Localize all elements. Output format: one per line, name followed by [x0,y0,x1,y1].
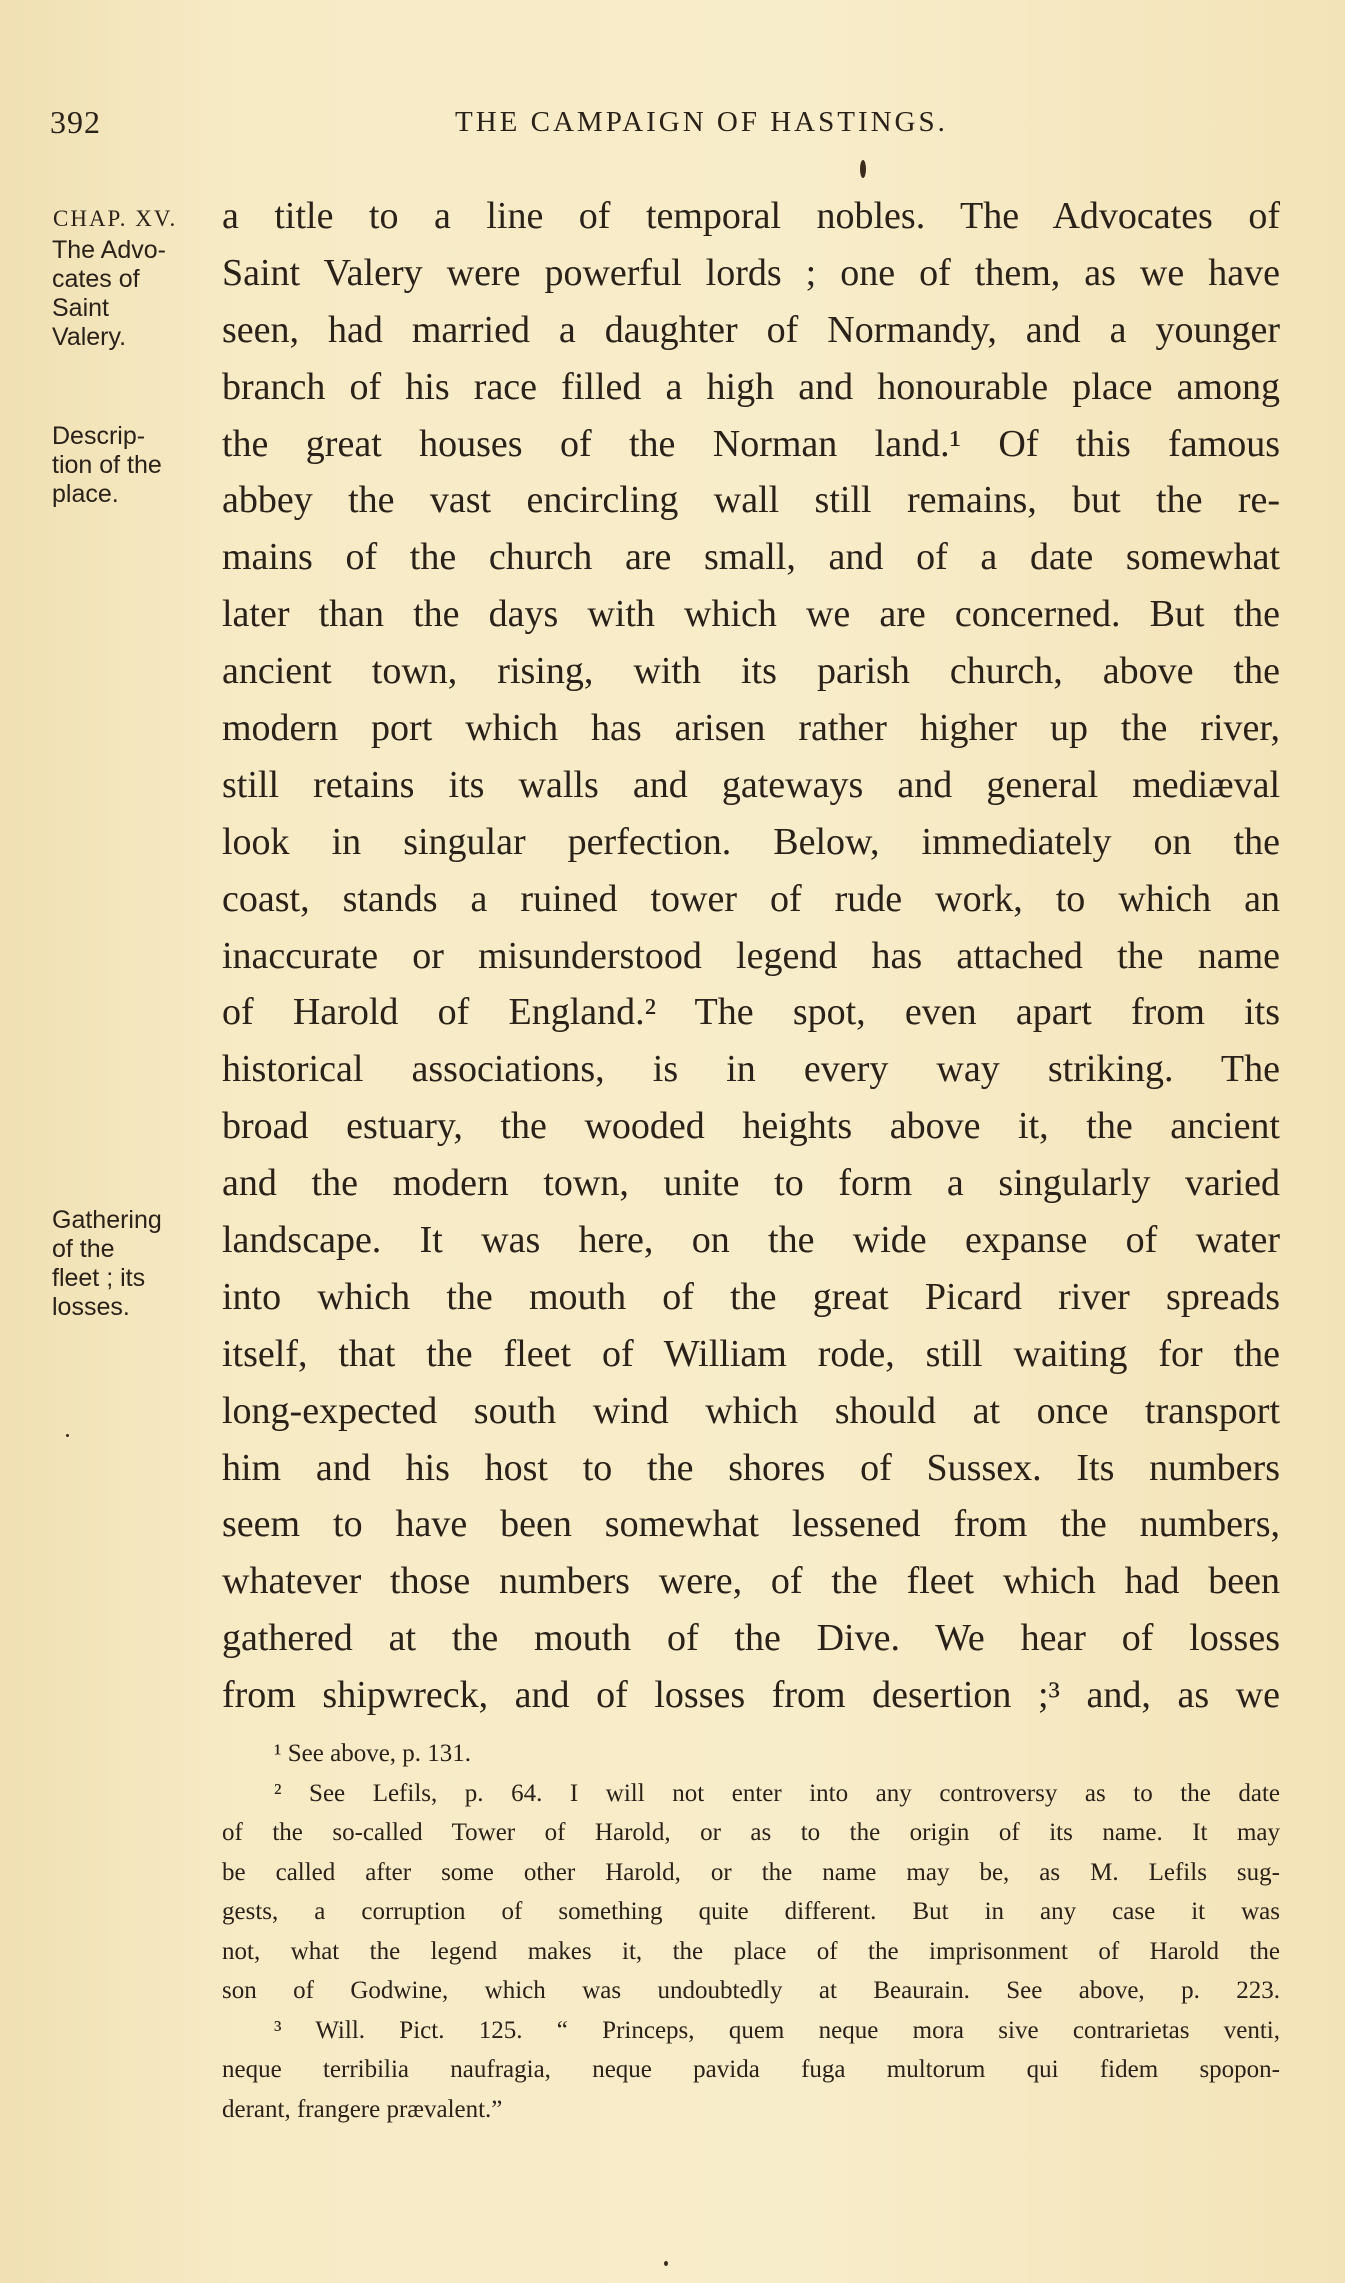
main-text [222,188,1280,1724]
text-line: seem to have been somewhat lessened from the numbers, [222,1503,1280,1546]
text-line: whatever those numbers were, of the fleet which had been [222,1560,1280,1603]
text-line: the great houses of the Norman land.¹ Of this famous [222,422,1280,465]
sidenote-line: Gathering [52,1206,162,1234]
text-line: Saint Valery were powerful lords ; one of them, as we have [222,251,1280,294]
sidenote-line: of the [52,1235,115,1263]
sidenote-description [52,422,212,509]
text-line: historical associations, is in every way striking. The [222,1048,1280,1091]
sidenote-line: Saint [52,294,109,322]
text-line: him and his host to the shores of Sussex. Its numbers [222,1446,1280,1489]
text-line: broad estuary, the wooded heights above it, the ancient [222,1105,1280,1148]
ink-dot [66,1434,69,1437]
text-line: seen, had married a daughter of Normandy, and a younger [222,308,1280,351]
sidenote-line: cates of [52,265,140,293]
footnote-line: be called after some other Harold, or the name may be, as M. Lefils sug- [222,1858,1280,1886]
footnote-line: son of Godwine, which was undoubtedly at Beaurain. See above, p. 223. [222,1977,1280,2004]
text-line: long-expected south wind which should at once transport [222,1389,1280,1432]
footnote-line: of the so-called Tower of Harold, or as to the origin of its name. It may [222,1819,1280,1846]
chapter-marker: CHAP. XV. [53,206,178,231]
text-line: branch of his race filled a high and honourable place among [222,365,1280,408]
footnote-line: gests, a corruption of something quite different. But in any case it was [222,1898,1280,1925]
footnote-line: not, what the legend makes it, the place of the imprisonment of Harold the [222,1937,1280,1965]
footnote-line: ³ Will. Pict. 125. “ Princeps, quem neque mora sive contrarietas venti, [274,2016,1280,2044]
text-line: coast, stands a ruined tower of rude work, to which an [222,877,1280,920]
sidenote-line: fleet ; its [52,1264,146,1292]
page-number: 392 [50,104,101,140]
text-line: itself, that the fleet of William rode, still waiting for the [222,1332,1280,1375]
footnote-line: neque terribilia naufragia, neque pavida fuga multorum qui fidem spopon- [222,2056,1280,2083]
text-line: modern port which has arisen rather higher up the river, [222,707,1280,750]
sidenote-advocates [52,236,212,352]
sidenote-line: Valery. [52,323,127,351]
footnote-line: ² See Lefils, p. 64. I will not enter into any controversy as to the date [274,1779,1280,1807]
sidenote-line: place. [52,480,119,508]
text-line: ancient town, rising, with its parish church, above the [222,650,1280,693]
text-line: from shipwreck, and of losses from desertion ;³ and, as we [222,1674,1280,1717]
text-line: inaccurate or misunderstood legend has attached the name [222,934,1280,977]
text-line: a title to a line of temporal nobles. The Advocates of [222,195,1280,237]
sidenote-gathering [52,1206,212,1322]
footnotes [222,1734,1280,2129]
sidenote-line: tion of the [52,451,162,479]
footnote-line: ¹ See above, p. 131. [274,1740,472,1767]
text-line: and the modern town, unite to form a singularly varied [222,1162,1280,1205]
text-line: of Harold of England.² The spot, even apart from its [222,991,1280,1034]
footnote-line: derant, frangere prævalent.” [222,2095,503,2123]
text-line: later than the days with which we are concerned. But the [222,593,1280,636]
sidenote-line: losses. [52,1293,130,1321]
running-head: THE CAMPAIGN OF HASTINGS. [455,106,948,138]
text-line: into which the mouth of the great Picard river spreads [222,1275,1280,1318]
text-line: gathered at the mouth of the Dive. We hear of losses [222,1617,1280,1660]
sidenote-line: Descrip- [52,422,146,450]
text-line: mains of the church are small, and of a date somewhat [222,536,1280,579]
text-line: landscape. It was here, on the wide expanse of water [222,1219,1280,1262]
sidenote-line: The Advo- [52,236,166,264]
text-line: look in singular perfection. Below, immediately on the [222,820,1280,863]
ink-smudge [860,160,866,178]
text-line: still retains its walls and gateways and general mediæval [222,763,1280,806]
text-line: abbey the vast encircling wall still remains, but the re- [222,479,1280,522]
ink-dot [664,2261,668,2266]
